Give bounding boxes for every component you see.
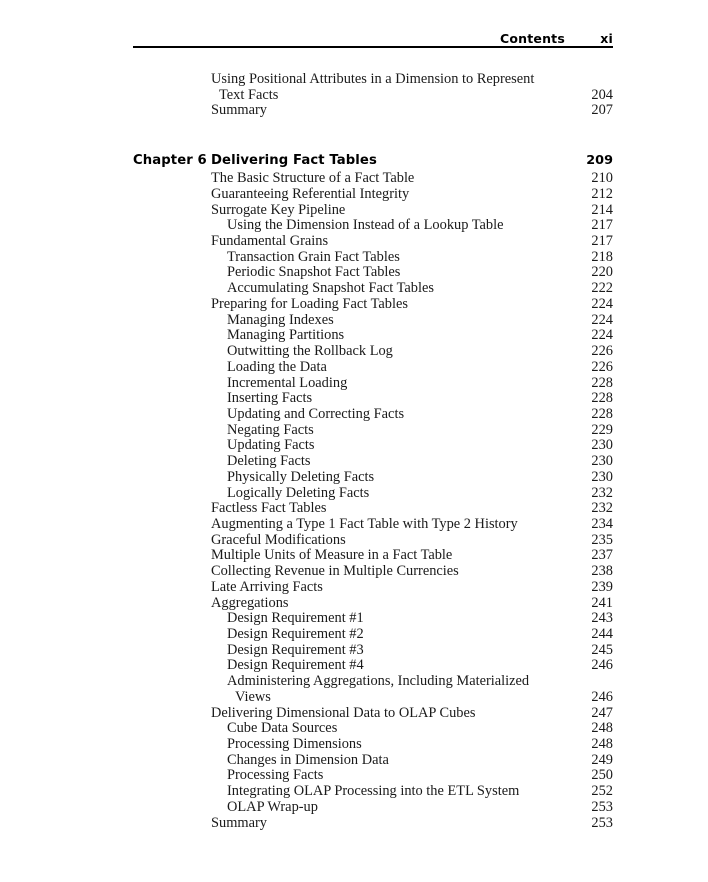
toc-entry-row <box>0 627 708 643</box>
toc-entry-page-number: 241 <box>591 594 613 611</box>
toc-entry-row <box>0 103 708 119</box>
toc-entry-label: Augmenting a Type 1 Fact Table with Type 2 History <box>211 515 518 532</box>
toc-entry-label: Delivering Dimensional Data to OLAP Cubes <box>211 704 476 721</box>
toc-entry-row <box>0 88 708 104</box>
toc-chapter-number: Chapter 6 <box>133 153 207 169</box>
toc-entry-page-number: 232 <box>591 500 613 517</box>
toc-entry-label: Design Requirement #3 <box>227 641 364 658</box>
toc-entry-page-number: 217 <box>591 233 613 250</box>
toc-entry-label: Summary <box>211 814 267 831</box>
toc-entry-page-number: 244 <box>591 626 613 642</box>
toc-entry-page-number: 228 <box>591 405 613 422</box>
toc-entry-row <box>0 611 708 627</box>
toc-entry-label: Surrogate Key Pipeline <box>211 201 346 218</box>
toc-entry-row <box>0 454 708 470</box>
toc-entry-page-number: 248 <box>591 720 613 737</box>
toc-entry-page-number: 214 <box>591 201 613 218</box>
toc-entry-page-number: 207 <box>591 102 613 119</box>
toc-entry-row <box>0 250 708 266</box>
toc-entry-row <box>0 658 708 674</box>
toc-entry-row <box>0 391 708 407</box>
toc-entry-label: The Basic Structure of a Fact Table <box>211 170 415 187</box>
toc-entry-label: Preparing for Loading Fact Tables <box>211 295 408 312</box>
toc-entry-row <box>0 297 708 313</box>
toc-entry-row <box>0 376 708 392</box>
toc-entry-page-number: 239 <box>591 578 613 595</box>
toc-entry-label: OLAP Wrap-up <box>227 798 318 815</box>
toc-entry-label: Views <box>235 688 271 705</box>
toc-entry-page-number: 224 <box>591 327 613 344</box>
toc-entry-row <box>0 171 708 187</box>
toc-entry-label: Incremental Loading <box>227 374 348 391</box>
toc-entry-page-number: 210 <box>591 170 613 187</box>
toc-entry-label: Outwitting the Rollback Log <box>227 343 393 360</box>
toc-entry-label: Managing Partitions <box>227 327 345 344</box>
toc-entry-label: Transaction Grain Fact Tables <box>227 248 400 265</box>
toc-entry-row <box>0 768 708 784</box>
toc-entry-row <box>0 501 708 517</box>
toc-entry-row <box>0 643 708 659</box>
toc-section-spacer <box>0 119 708 150</box>
toc-entry-page-number: 226 <box>591 358 613 375</box>
toc-entry-row <box>0 438 708 454</box>
toc-entry-label: Inserting Facts <box>227 390 313 407</box>
toc-entry-row <box>0 470 708 486</box>
toc-entry-row <box>0 580 708 596</box>
toc-entry-page-number: 252 <box>591 783 613 800</box>
toc-entry-label: Updating Facts <box>227 437 315 454</box>
toc-entry-label: Aggregations <box>211 594 289 611</box>
toc-entry-row <box>0 203 708 219</box>
toc-entry-label: Collecting Revenue in Multiple Currencies <box>211 563 459 580</box>
toc-entry-page-number: 246 <box>591 688 613 705</box>
toc-entry-page-number: 230 <box>591 468 613 485</box>
toc-entry-label: Logically Deleting Facts <box>227 484 370 501</box>
toc-entry-page-number: 228 <box>591 374 613 391</box>
toc-entry-page-number: 249 <box>591 751 613 768</box>
toc-entry-label: Graceful Modifications <box>211 531 346 548</box>
toc-entry-row <box>0 72 708 88</box>
toc-entry-page-number: 234 <box>591 515 613 532</box>
toc-entry-page-number: 224 <box>591 295 613 312</box>
toc-entry-page-number: 232 <box>591 484 613 501</box>
toc-entry-label: Updating and Correcting Facts <box>227 405 405 422</box>
toc-entry-label: Integrating OLAP Processing into the ETL System <box>227 783 520 800</box>
toc-entry-label: Periodic Snapshot Fact Tables <box>227 264 401 281</box>
toc-entry-page-number: 217 <box>591 217 613 234</box>
toc-entry-label: Deleting Facts <box>227 453 311 470</box>
header-rule <box>133 46 613 48</box>
toc-entry-row <box>0 737 708 753</box>
toc-entry-label: Cube Data Sources <box>227 720 338 737</box>
toc-entry-row <box>0 328 708 344</box>
toc-entry-label: Guaranteeing Referential Integrity <box>211 185 410 202</box>
toc-entry-row <box>0 706 708 722</box>
toc-entry-label: Design Requirement #2 <box>227 626 364 642</box>
toc-entry-row <box>0 596 708 612</box>
toc-entry-row <box>0 218 708 234</box>
toc-entry-page-number: 224 <box>591 311 613 328</box>
toc-entry-row <box>0 816 708 832</box>
toc-entry-row <box>0 784 708 800</box>
toc-entry-page-number: 228 <box>591 390 613 407</box>
toc-entry-page-number: 238 <box>591 563 613 580</box>
toc-entry-page-number: 243 <box>591 610 613 627</box>
toc-entry-row <box>0 690 708 706</box>
toc-entry-label: Design Requirement #1 <box>227 610 364 627</box>
toc-entry-row <box>0 548 708 564</box>
toc-entry-page-number: 218 <box>591 248 613 265</box>
toc-entry-label: Multiple Units of Measure in a Fact Table <box>211 547 453 564</box>
table-of-contents <box>0 72 708 831</box>
toc-entry-row <box>0 721 708 737</box>
toc-entry-row <box>0 344 708 360</box>
toc-entry-page-number: 250 <box>591 767 613 784</box>
toc-entry-label: Design Requirement #4 <box>227 657 364 674</box>
toc-entry-row <box>0 517 708 533</box>
toc-entry-label: Managing Indexes <box>227 311 334 328</box>
toc-entry-row <box>0 281 708 297</box>
toc-chapter-row <box>0 150 708 171</box>
toc-entry-page-number: 235 <box>591 531 613 548</box>
toc-entry-page-number: 247 <box>591 704 613 721</box>
running-head <box>133 29 613 46</box>
toc-entry-row <box>0 486 708 502</box>
toc-entry-label: Processing Dimensions <box>227 736 362 753</box>
toc-entry-label: Factless Fact Tables <box>211 500 327 517</box>
toc-entry-page-number: 204 <box>591 86 613 103</box>
toc-entry-page-number: 253 <box>591 814 613 831</box>
toc-entry-label: Administering Aggregations, Including Materialized <box>227 673 530 690</box>
toc-entry-page-number: 226 <box>591 343 613 360</box>
toc-entry-label: Loading the Data <box>227 358 327 375</box>
toc-entry-row <box>0 564 708 580</box>
toc-chapter-page-number: 209 <box>586 153 613 169</box>
toc-entry-label: Negating Facts <box>227 421 314 438</box>
toc-entry-label: Summary <box>211 102 267 119</box>
toc-entry-row <box>0 533 708 549</box>
toc-entry-page-number: 246 <box>591 657 613 674</box>
running-head-folio: xi <box>600 31 613 46</box>
toc-entry-row <box>0 360 708 376</box>
toc-entry-row <box>0 187 708 203</box>
toc-entry-page-number: 248 <box>591 736 613 753</box>
toc-entry-label: Using the Dimension Instead of a Lookup Table <box>227 217 504 234</box>
toc-entry-page-number: 222 <box>591 280 613 297</box>
toc-entry-row <box>0 423 708 439</box>
toc-entry-page-number: 245 <box>591 641 613 658</box>
toc-entry-label: Late Arriving Facts <box>211 578 323 595</box>
toc-entry-page-number: 230 <box>591 437 613 454</box>
toc-entry-label: Accumulating Snapshot Fact Tables <box>227 280 434 297</box>
toc-entry-label: Changes in Dimension Data <box>227 751 389 768</box>
toc-entry-page-number: 212 <box>591 185 613 202</box>
toc-entry-page-number: 253 <box>591 798 613 815</box>
toc-entry-row <box>0 800 708 816</box>
toc-entry-label: Text Facts <box>219 86 279 103</box>
toc-entry-page-number: 230 <box>591 453 613 470</box>
toc-entry-label: Fundamental Grains <box>211 233 329 250</box>
toc-chapter-title: Delivering Fact Tables <box>211 153 377 169</box>
toc-entry-page-number: 229 <box>591 421 613 438</box>
toc-entry-page-number: 237 <box>591 547 613 564</box>
toc-entry-row <box>0 753 708 769</box>
toc-entry-row <box>0 265 708 281</box>
toc-entry-row <box>0 674 708 690</box>
running-head-title: Contents <box>499 31 565 46</box>
toc-entry-label: Physically Deleting Facts <box>227 468 375 485</box>
toc-entry-page-number: 220 <box>591 264 613 281</box>
toc-entry-label: Using Positional Attributes in a Dimension to Represent <box>211 71 535 87</box>
toc-entry-label: Processing Facts <box>227 767 324 784</box>
toc-entry-row <box>0 407 708 423</box>
toc-entry-row <box>0 313 708 329</box>
toc-entry-row <box>0 234 708 250</box>
